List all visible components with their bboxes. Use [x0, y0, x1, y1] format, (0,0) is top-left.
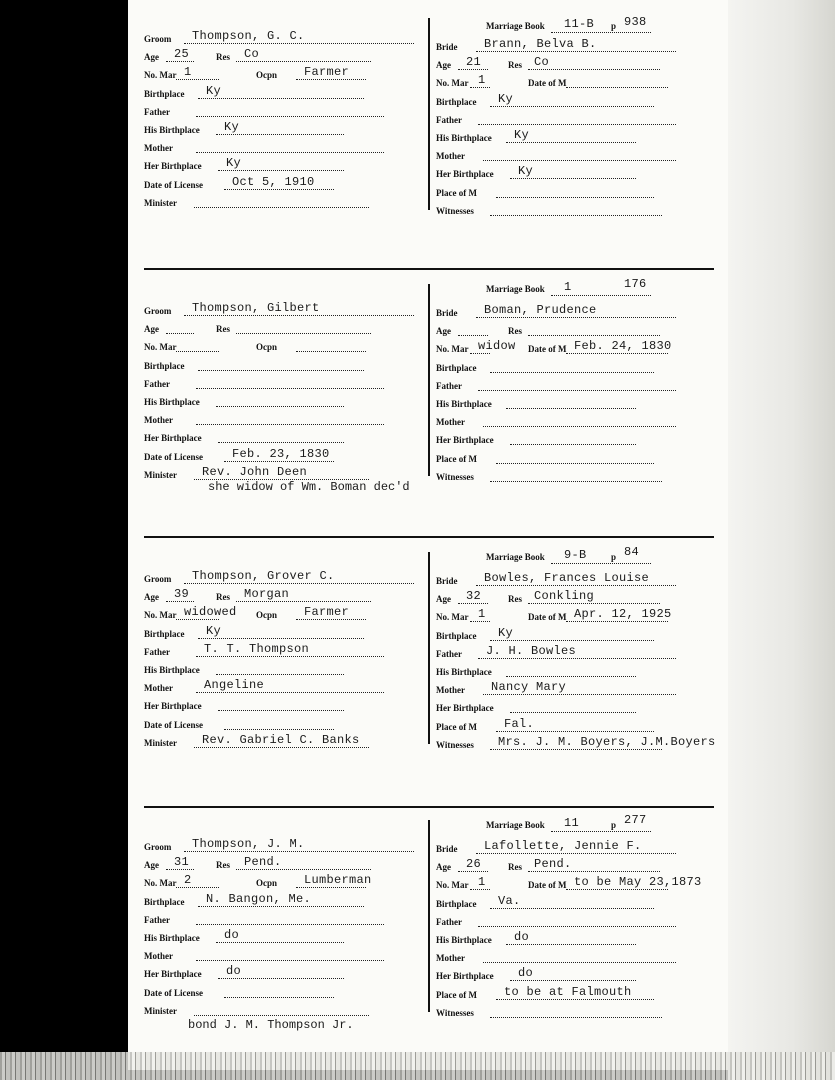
bride-father-line [478, 658, 676, 659]
bride-nomar-line [470, 889, 490, 890]
bride-hisbp-line [506, 408, 636, 409]
groom-res-line [236, 61, 371, 62]
groom-mother-line [196, 152, 384, 153]
groom-groom-line [184, 315, 414, 316]
groom-groom-line [184, 851, 414, 852]
bride-datem-label: Date of M [528, 880, 567, 891]
groom-hisbp-label: His Birthplace [144, 665, 200, 675]
page-value: 938 [624, 15, 647, 29]
bride-hisbp-line [506, 676, 636, 677]
document-page [128, 0, 728, 1070]
bride-hisbp-line [506, 944, 636, 945]
bride-hisbp-label: His Birthplace [436, 935, 492, 945]
bride-age-label: Age [436, 594, 451, 605]
bride-datem-value: Feb. 24, 1830 [574, 339, 672, 354]
groom-father-value: T. T. Thompson [204, 641, 310, 656]
bride-herbp-value: do [518, 966, 534, 981]
page-label: p [611, 21, 617, 31]
bride-nomar-label: No. Mar [436, 880, 469, 891]
bride-res-label: Res [508, 60, 522, 71]
groom-herbp-line [218, 710, 344, 711]
bride-mother-label: Mother [436, 417, 465, 428]
bride-mother-value: Nancy Mary [491, 680, 567, 695]
groom-birthplace-line [198, 98, 364, 99]
groom-hisbp-value: Ky [224, 120, 240, 134]
groom-herbp-line [218, 170, 344, 171]
groom-birthplace-line [198, 638, 364, 639]
marriage-book-value: 11 [564, 816, 580, 830]
bride-hisbp-label: His Birthplace [436, 133, 492, 143]
groom-ocpn-line [296, 887, 366, 888]
groom-hisbp-line [216, 674, 344, 675]
groom-nomar-value: 2 [184, 873, 192, 888]
groom-groom-value: Thompson, G. C. [192, 29, 305, 43]
groom-ocpn-value: Lumberman [304, 873, 372, 888]
groom-birthplace-value: Ky [206, 623, 222, 638]
groom-groom-line [184, 583, 414, 584]
bride-birthplace-label: Birthplace [436, 630, 477, 641]
marriage-book-label: Marriage Book [486, 284, 545, 294]
bride-witnesses-line [490, 1017, 662, 1018]
marriage-book-value: 11-B [564, 17, 595, 31]
groom-nomar-line [176, 79, 219, 80]
groom-minister-label: Minister [144, 1005, 177, 1016]
bride-witnesses-label: Witnesses [436, 471, 474, 482]
groom-hisbp-line [216, 134, 344, 135]
bride-witnesses-label: Witnesses [436, 205, 474, 216]
groom-mother-label: Mother [144, 415, 173, 426]
groom-res-label: Res [216, 52, 230, 63]
section-rule [144, 806, 714, 808]
groom-res-label: Res [216, 324, 230, 335]
groom-father-line [196, 924, 384, 925]
bride-place-label: Place of M [436, 721, 477, 732]
groom-groom-label: Groom [144, 842, 172, 852]
bride-mother-line [483, 160, 676, 161]
bride-hisbp-label: His Birthplace [436, 667, 492, 677]
bride-place-label: Place of M [436, 453, 477, 464]
bride-mother-line [483, 962, 676, 963]
bride-datem-value: Apr. 12, 1925 [574, 607, 672, 622]
groom-minister-line [194, 1015, 369, 1016]
bride-bride-value: Bowles, Frances Louise [484, 571, 650, 585]
marriage-book-value: 9-B [564, 548, 587, 562]
groom-age-value: 25 [174, 47, 190, 62]
groom-groom-value: Thompson, Gilbert [192, 301, 320, 315]
bride-mother-label: Mother [436, 151, 465, 162]
bride-age-line [458, 603, 488, 604]
bride-father-line [478, 390, 676, 391]
groom-herbp-line [218, 442, 344, 443]
bride-datem-line [566, 889, 668, 890]
groom-nomar-value: 1 [184, 65, 192, 80]
bride-nomar-line [470, 353, 490, 354]
marriage-book-line [551, 831, 651, 832]
column-divider [428, 18, 430, 210]
groom-res-label: Res [216, 592, 230, 603]
groom-herbp-label: Her Birthplace [144, 701, 202, 712]
groom-minister-line [194, 747, 369, 748]
groom-license-line [224, 189, 334, 190]
bride-birthplace-line [490, 372, 654, 373]
page-label: p [611, 820, 617, 830]
bride-age-value: 26 [466, 857, 482, 872]
bride-datem-label: Date of M [528, 612, 567, 623]
groom-license-line [224, 997, 334, 998]
bride-herbp-line [510, 980, 636, 981]
bride-witnesses-value: Mrs. J. M. Boyers, J.M.Boyers [498, 734, 716, 749]
bride-age-line [458, 871, 488, 872]
bride-father-line [478, 926, 676, 927]
groom-birthplace-value: Ky [206, 83, 222, 98]
groom-hisbp-label: His Birthplace [144, 933, 200, 943]
groom-res-value: Co [244, 47, 260, 62]
bride-bride-label: Bride [436, 576, 458, 586]
groom-res-value: Morgan [244, 587, 290, 602]
groom-age-line [166, 61, 194, 62]
bride-bride-label: Bride [436, 308, 458, 318]
groom-license-label: Date of License [144, 719, 203, 730]
groom-nomar-line [176, 619, 219, 620]
bride-age-value: 21 [466, 55, 482, 70]
bride-witnesses-line [490, 215, 662, 216]
bride-nomar-value: widow [478, 339, 516, 354]
bride-place-value: Fal. [504, 716, 535, 731]
groom-license-label: Date of License [144, 451, 203, 462]
bride-birthplace-line [490, 908, 654, 909]
bride-mother-label: Mother [436, 685, 465, 696]
groom-groom-label: Groom [144, 306, 172, 316]
bride-birthplace-value: Ky [498, 91, 514, 106]
bride-datem-line [566, 353, 668, 354]
bride-birthplace-label: Birthplace [436, 898, 477, 909]
bride-age-value: 32 [466, 589, 482, 604]
marriage-book-value: 1 [564, 280, 572, 294]
groom-birthplace-line [198, 906, 364, 907]
groom-mother-line [196, 692, 384, 693]
groom-minister-value: Rev. Gabriel C. Banks [202, 732, 360, 747]
groom-age-label: Age [144, 592, 159, 603]
groom-ocpn-label: Ocpn [256, 342, 278, 353]
groom-father-label: Father [144, 378, 170, 389]
bride-herbp-label: Her Birthplace [436, 971, 494, 982]
groom-father-label: Father [144, 106, 170, 117]
scan-edge [0, 1052, 835, 1080]
bride-father-label: Father [436, 380, 462, 391]
bride-herbp-line [510, 178, 636, 179]
groom-father-line [196, 388, 384, 389]
groom-ocpn-label: Ocpn [256, 878, 278, 889]
bride-bride-line [476, 51, 676, 52]
groom-father-label: Father [144, 646, 170, 657]
marriage-book-label: Marriage Book [486, 552, 545, 562]
groom-age-label: Age [144, 860, 159, 871]
marriage-record [128, 545, 728, 798]
bride-res-value: Co [534, 55, 550, 70]
groom-age-line [166, 869, 194, 870]
groom-minister-line [194, 207, 369, 208]
groom-birthplace-value: N. Bangon, Me. [206, 891, 312, 906]
section-rule [144, 268, 714, 270]
bride-nomar-value: 1 [478, 875, 486, 890]
marriage-book-label: Marriage Book [486, 21, 545, 31]
bride-bride-line [476, 585, 676, 586]
bride-father-line [478, 124, 676, 125]
groom-nomar-label: No. Mar [144, 342, 177, 353]
groom-age-value: 31 [174, 855, 190, 870]
bride-birthplace-label: Birthplace [436, 362, 477, 373]
groom-ocpn-line [296, 351, 366, 352]
bride-datem-value: to be May 23,1873 [574, 875, 702, 890]
bride-datem-label: Date of M [528, 78, 567, 89]
bride-hisbp-value: do [514, 930, 530, 944]
marriage-book-line [551, 295, 651, 296]
groom-age-line [166, 601, 194, 602]
groom-father-label: Father [144, 914, 170, 925]
groom-ocpn-label: Ocpn [256, 610, 278, 621]
bride-res-value: Pend. [534, 857, 572, 872]
bride-res-value: Conkling [534, 589, 595, 604]
bride-herbp-label: Her Birthplace [436, 435, 494, 446]
groom-nomar-label: No. Mar [144, 878, 177, 889]
bride-age-line [458, 69, 488, 70]
bride-witnesses-label: Witnesses [436, 739, 474, 750]
bride-res-label: Res [508, 326, 522, 337]
groom-mother-label: Mother [144, 683, 173, 694]
groom-mother-line [196, 424, 384, 425]
groom-ocpn-value: Farmer [304, 65, 350, 80]
groom-nomar-label: No. Mar [144, 610, 177, 621]
groom-groom-line [184, 43, 414, 44]
groom-minister-value: Rev. John Deen [202, 464, 308, 479]
groom-res-label: Res [216, 860, 230, 871]
groom-nomar-label: No. Mar [144, 70, 177, 81]
bride-age-label: Age [436, 862, 451, 873]
bride-father-value: J. H. Bowles [486, 643, 577, 658]
groom-nomar-line [176, 351, 219, 352]
bride-nomar-label: No. Mar [436, 78, 469, 89]
bride-bride-label: Bride [436, 844, 458, 854]
bride-res-line [528, 335, 660, 336]
marriage-record [128, 15, 728, 268]
bride-bride-value: Lafollette, Jennie F. [484, 839, 642, 853]
bride-herbp-line [510, 444, 636, 445]
groom-ocpn-line [296, 619, 366, 620]
groom-nomar-line [176, 887, 219, 888]
page-label: p [611, 552, 617, 562]
bride-nomar-value: 1 [478, 73, 486, 88]
groom-nomar-value: widowed [184, 605, 237, 620]
page-value: 84 [624, 545, 640, 559]
bride-place-line [496, 463, 654, 464]
groom-minister-label: Minister [144, 469, 177, 480]
groom-herbp-label: Her Birthplace [144, 969, 202, 980]
bride-hisbp-value: Ky [514, 128, 530, 142]
groom-herbp-value: Ky [226, 156, 242, 171]
groom-birthplace-label: Birthplace [144, 88, 185, 99]
bride-hisbp-line [506, 142, 636, 143]
bride-nomar-label: No. Mar [436, 612, 469, 623]
marriage-book-label: Marriage Book [486, 820, 545, 830]
marriage-book-line [551, 563, 651, 564]
marriage-record [128, 277, 728, 530]
groom-age-label: Age [144, 324, 159, 335]
groom-res-line [236, 601, 371, 602]
groom-mother-label: Mother [144, 951, 173, 962]
bride-witnesses-line [490, 749, 662, 750]
groom-father-line [196, 116, 384, 117]
bride-father-label: Father [436, 916, 462, 927]
bride-place-value: to be at Falmouth [504, 984, 632, 999]
bride-bride-label: Bride [436, 42, 458, 52]
bride-bride-line [476, 317, 676, 318]
groom-herbp-line [218, 978, 344, 979]
column-divider [428, 284, 430, 476]
groom-res-line [236, 333, 371, 334]
groom-herbp-label: Her Birthplace [144, 433, 202, 444]
groom-mother-value: Angeline [204, 678, 265, 693]
bride-age-label: Age [436, 60, 451, 71]
bride-birthplace-value: Ky [498, 625, 514, 640]
groom-hisbp-label: His Birthplace [144, 125, 200, 135]
bride-birthplace-value: Va. [498, 893, 521, 908]
page-value: 176 [624, 277, 647, 291]
marriage-book-line [551, 32, 651, 33]
bride-herbp-line [510, 712, 636, 713]
column-divider [428, 552, 430, 744]
bride-nomar-value: 1 [478, 607, 486, 622]
groom-groom-value: Thompson, Grover C. [192, 569, 335, 583]
groom-mother-line [196, 960, 384, 961]
bride-mother-line [483, 694, 676, 695]
groom-birthplace-label: Birthplace [144, 628, 185, 639]
groom-license-label: Date of License [144, 179, 203, 190]
groom-minister-label: Minister [144, 197, 177, 208]
bride-mother-line [483, 426, 676, 427]
bride-age-label: Age [436, 326, 451, 337]
groom-birthplace-label: Birthplace [144, 360, 185, 371]
groom-age-line [166, 333, 194, 334]
bride-witnesses-label: Witnesses [436, 1007, 474, 1018]
groom-ocpn-line [296, 79, 366, 80]
bride-bride-value: Brann, Belva B. [484, 37, 597, 51]
groom-ocpn-value: Farmer [304, 605, 350, 620]
page-value: 277 [624, 813, 647, 827]
groom-herbp-value: do [226, 964, 242, 979]
bride-datem-line [566, 621, 668, 622]
bride-nomar-line [470, 621, 490, 622]
bride-place-label: Place of M [436, 989, 477, 1000]
groom-hisbp-line [216, 406, 344, 407]
record-note: bond J. M. Thompson Jr. [188, 1018, 354, 1032]
bride-father-label: Father [436, 114, 462, 125]
bride-birthplace-line [490, 640, 654, 641]
bride-birthplace-label: Birthplace [436, 96, 477, 107]
bride-datem-label: Date of M [528, 344, 567, 355]
groom-ocpn-label: Ocpn [256, 70, 278, 81]
bride-nomar-label: No. Mar [436, 344, 469, 355]
groom-license-value: Oct 5, 1910 [232, 174, 315, 189]
groom-hisbp-value: do [224, 928, 240, 942]
bride-birthplace-line [490, 106, 654, 107]
groom-age-label: Age [144, 52, 159, 63]
bride-place-line [496, 999, 654, 1000]
bride-res-label: Res [508, 862, 522, 873]
record-note: she widow of Wm. Boman dec'd [208, 480, 410, 494]
groom-father-line [196, 656, 384, 657]
bride-herbp-value: Ky [518, 164, 534, 179]
groom-res-line [236, 869, 371, 870]
groom-groom-value: Thompson, J. M. [192, 837, 305, 851]
groom-groom-label: Groom [144, 574, 172, 584]
groom-herbp-label: Her Birthplace [144, 161, 202, 172]
groom-license-line [224, 461, 334, 462]
bride-place-line [496, 197, 654, 198]
groom-hisbp-line [216, 942, 344, 943]
bride-place-line [496, 731, 654, 732]
bride-datem-line [566, 87, 668, 88]
groom-age-value: 39 [174, 587, 190, 602]
groom-birthplace-line [198, 370, 364, 371]
bride-bride-line [476, 853, 676, 854]
groom-hisbp-label: His Birthplace [144, 397, 200, 407]
groom-res-value: Pend. [244, 855, 282, 870]
bride-res-line [528, 603, 660, 604]
column-divider [428, 820, 430, 1012]
bride-herbp-label: Her Birthplace [436, 169, 494, 180]
bride-bride-value: Boman, Prudence [484, 303, 597, 317]
bride-place-label: Place of M [436, 187, 477, 198]
bride-witnesses-line [490, 481, 662, 482]
groom-groom-label: Groom [144, 34, 172, 44]
groom-license-label: Date of License [144, 987, 203, 998]
marriage-record [128, 813, 728, 1066]
bride-herbp-label: Her Birthplace [436, 703, 494, 714]
groom-license-line [224, 729, 334, 730]
bride-father-label: Father [436, 648, 462, 659]
bride-res-label: Res [508, 594, 522, 605]
section-rule [144, 536, 714, 538]
bride-res-line [528, 871, 660, 872]
bride-mother-label: Mother [436, 953, 465, 964]
bride-age-line [458, 335, 488, 336]
groom-minister-label: Minister [144, 737, 177, 748]
bride-hisbp-label: His Birthplace [436, 399, 492, 409]
bride-res-line [528, 69, 660, 70]
groom-birthplace-label: Birthplace [144, 896, 185, 907]
groom-mother-label: Mother [144, 143, 173, 154]
scan-margin [728, 0, 835, 1080]
bride-nomar-line [470, 87, 490, 88]
groom-license-value: Feb. 23, 1830 [232, 446, 330, 461]
